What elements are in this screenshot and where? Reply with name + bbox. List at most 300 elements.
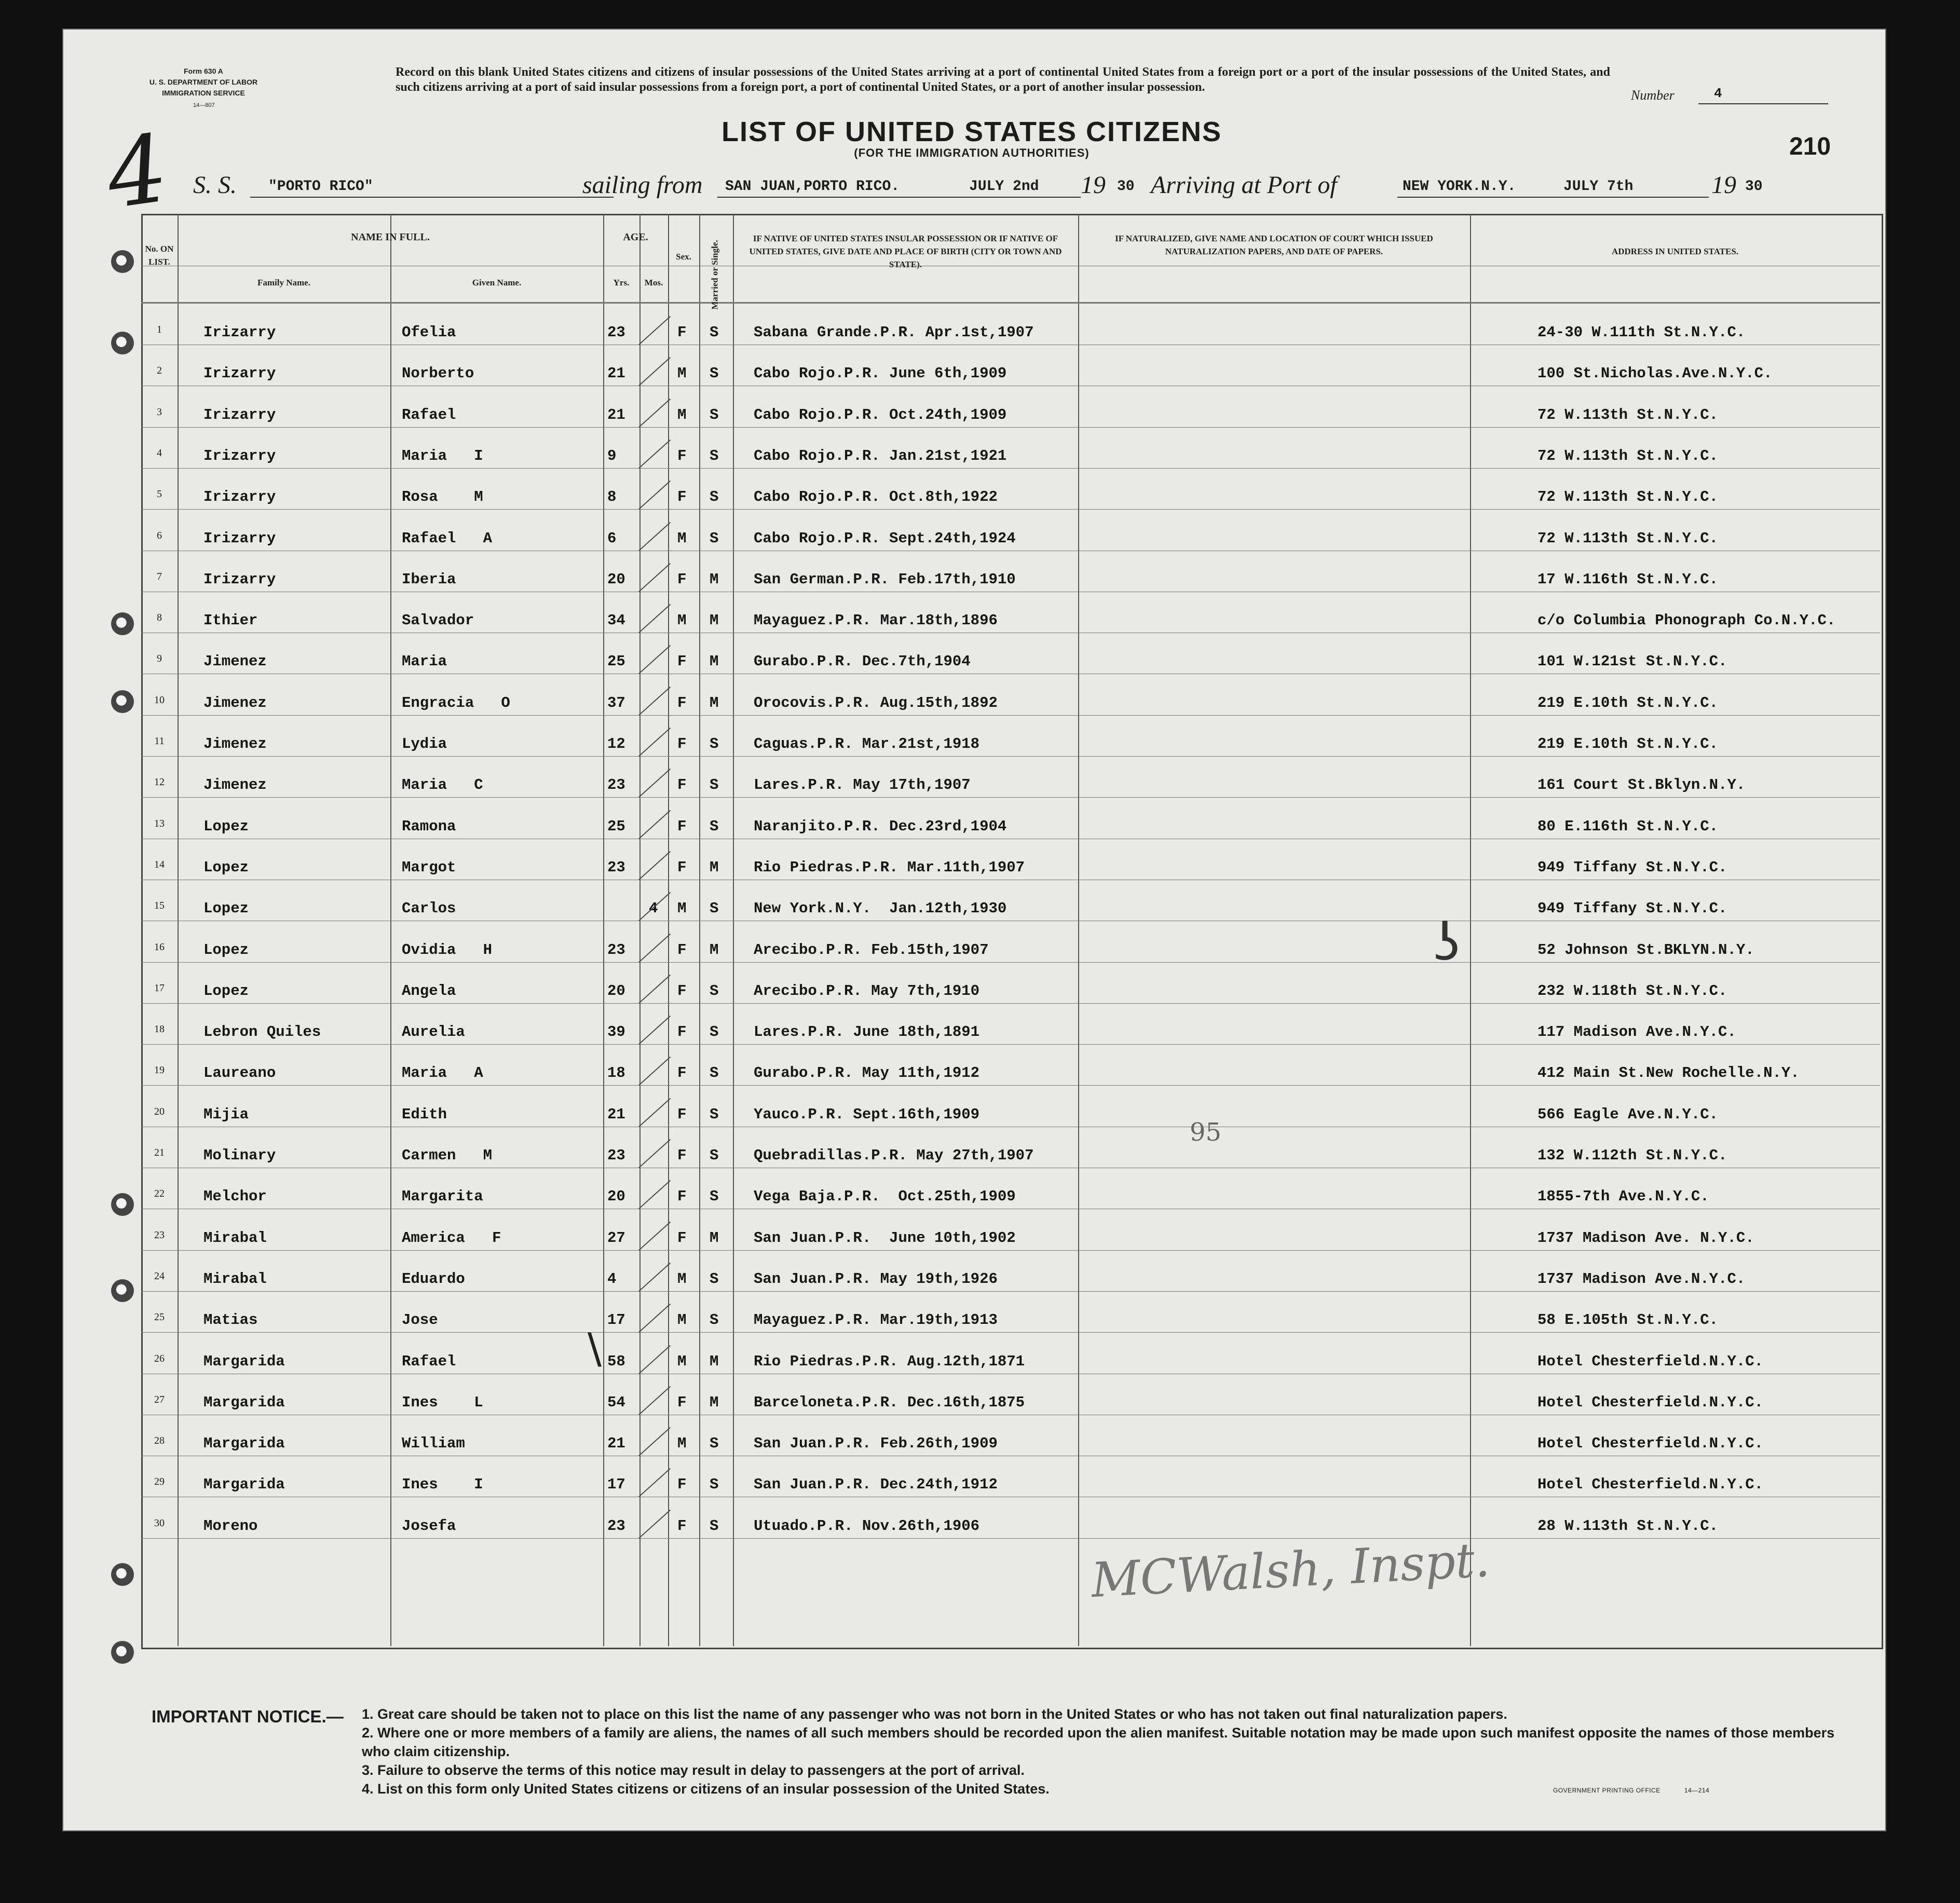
punch-hole [111,690,134,713]
column-divider [178,214,179,1646]
age-years: 37 [607,694,625,711]
us-address: 219 E.10th St.N.Y.C. [1537,694,1719,711]
form-code: 14—807 [193,102,215,108]
us-address: 132 W.112th St.N.Y.C. [1537,1147,1727,1164]
given-name: Margarita [402,1188,483,1206]
age-years: 23 [607,324,625,341]
column-divider [390,214,391,1646]
birthplace-date: Rio Piedras.P.R. Aug.12th,1871 [754,1352,1025,1370]
arriving-label: Arriving at Port of [1151,171,1337,199]
us-address: Hotel Chesterfield.N.Y.C. [1537,1352,1764,1370]
sex: F [677,1064,687,1082]
given-name: Ofelia [402,324,456,341]
age-years: 25 [607,817,625,835]
row-number: 7 [157,570,162,582]
us-address: 412 Main St.New Rochelle.N.Y. [1537,1064,1800,1082]
marital-status: M [710,941,719,959]
row-number: 11 [154,735,165,747]
birthplace-date: Lares.P.R. June 18th,1891 [754,1023,980,1041]
punch-hole [111,612,134,635]
given-name: Norberto [402,365,474,382]
marital-status: M [710,1393,719,1411]
form-number: Form 630 A [184,67,223,75]
family-name: Irizarry [203,447,276,464]
row-number: 26 [154,1352,165,1364]
sex: F [677,858,687,876]
us-address: 232 W.118th St.N.Y.C. [1537,982,1727,1000]
notice-item-4: 4. List on this form only United States citizens or citizens of an insular possession of the United States. [362,1781,1050,1797]
family-name: Jimenez [203,776,267,794]
header-years: Yrs. [613,278,630,287]
birthplace-date: San Juan.P.R. Feb.26th,1909 [754,1435,998,1453]
given-name: Maria A [402,1064,483,1082]
header-birthplace: IF NATIVE OF UNITED STATES INSULAR POSSESSION OR IF NATIVE OF UNITED STATES, GIVE DATE AND PLACE OF BIRTH (CITY OR TOWN AND STATE). [749,234,1062,269]
document-title: LIST OF UNITED STATES CITIZENS [722,116,1222,147]
family-name: Laureano [203,1064,276,1082]
birthplace-date: Sabana Grande.P.R. Apr.1st,1907 [754,324,1034,341]
birthplace-date: Cabo Rojo.P.R. Jan.21st,1921 [754,447,1007,464]
given-name: Maria C [402,776,483,794]
age-years: 39 [607,1023,625,1041]
notice-item-1: 1. Great care should be taken not to place on this list the name of any passenger who was not born in the United States or who has not taken out final naturalization papers. [362,1706,1507,1722]
notice-item-2: 2. Where one or more members of a family are aliens, the names of all such members should be recorded upon the alien manifest. Suitable notation may be made upon such manifest opposite the names of those members who claim citizenship. [362,1725,1835,1759]
row-divider [141,962,1880,963]
column-divider [668,214,669,1646]
birthplace-date: Mayaguez.P.R. Mar.19th,1913 [754,1311,998,1329]
marital-status: S [710,1517,719,1535]
sex: F [677,941,687,959]
birthplace-date: Vega Baja.P.R. Oct.25th,1909 [754,1188,1016,1206]
punch-hole [111,1641,134,1664]
sex: F [677,488,687,506]
marital-status: S [710,324,719,341]
column-divider [699,214,700,1646]
row-divider [141,1538,1880,1539]
age-years: 23 [607,1517,625,1535]
row-number: 2 [157,365,162,377]
marital-status: M [710,653,719,670]
arrival-underline [1397,197,1709,198]
page-number: 210 [1789,133,1831,160]
birthplace-date: Arecibo.P.R. May 7th,1910 [754,982,980,1000]
given-name: William [402,1435,465,1453]
given-name: Edith [402,1105,447,1123]
us-address: 100 St.Nicholas.Ave.N.Y.C. [1537,365,1773,382]
birthplace-date: Lares.P.R. May 17th,1907 [754,776,971,794]
us-address: 949 Tiffany St.N.Y.C. [1537,858,1727,876]
marital-status: M [710,570,719,588]
inspector-signature: MCWalsh, Inspt. [1090,1531,1491,1609]
given-name: Jose [402,1311,438,1329]
birthplace-date: Mayaguez.P.R. Mar.18th,1896 [754,612,998,629]
row-divider [141,427,1880,428]
given-name: Josefa [402,1517,456,1535]
given-name: Rosa M [402,488,483,506]
age-years: 8 [607,488,617,506]
header-address: ADDRESS IN UNITED STATES. [1611,247,1739,256]
row-number: 9 [157,653,162,665]
birthplace-date: Cabo Rojo.P.R. Sept.24th,1924 [754,529,1016,547]
marital-status: S [710,365,719,382]
departure-port: SAN JUAN,PORTO RICO. [725,179,900,195]
column-divider [1078,214,1079,1646]
row-number: 16 [154,941,165,953]
age-years: 20 [607,1188,625,1206]
given-name: Margot [402,858,456,876]
birthplace-date: San Juan.P.R. June 10th,1902 [754,1229,1016,1247]
us-address: 1737 Madison Ave.N.Y.C. [1537,1270,1746,1288]
us-address: 117 Madison Ave.N.Y.C. [1537,1023,1736,1041]
row-number: 17 [154,982,165,994]
age-years: 54 [607,1393,625,1411]
birthplace-date: San German.P.R. Feb.17th,1910 [754,570,1016,588]
family-name: Mijia [203,1105,249,1123]
us-address: 28 W.113th St.N.Y.C. [1537,1517,1719,1535]
age-years: 21 [607,1435,625,1453]
age-years: 17 [607,1476,625,1494]
age-years: 12 [607,735,625,752]
given-name: Salvador [402,612,474,629]
sex: F [677,1229,687,1247]
family-name: Melchor [203,1188,267,1206]
row-divider [141,1291,1880,1292]
us-address: 17 W.116th St.N.Y.C. [1537,570,1719,588]
punch-hole [111,1193,134,1216]
family-name: Irizarry [203,406,276,423]
given-name: Rafael A [402,529,493,547]
given-name: Carmen M [402,1147,493,1164]
given-name: Angela [402,982,456,1000]
us-address: 24-30 W.111th St.N.Y.C. [1537,324,1746,341]
marital-status: S [710,1147,719,1164]
family-name: Jimenez [203,694,267,711]
sex: F [677,1188,687,1206]
row-number: 10 [154,694,165,706]
birthplace-date: Utuado.P.R. Nov.26th,1906 [754,1517,980,1535]
us-address: 161 Court St.Bklyn.N.Y. [1537,776,1746,794]
row-number: 25 [154,1311,165,1323]
row-number: 29 [154,1476,165,1488]
marital-status: S [710,1476,719,1494]
row-divider [141,715,1880,716]
marital-status: S [710,1105,719,1123]
age-years: 27 [607,1229,625,1247]
birthplace-date: Cabo Rojo.P.R. Oct.24th,1909 [754,406,1007,423]
birthplace-date: Cabo Rojo.P.R. Oct.8th,1922 [754,488,998,506]
us-address: 72 W.113th St.N.Y.C. [1537,447,1719,464]
sex: M [677,900,687,918]
row-divider [141,1085,1880,1086]
record-instructions: Record on this blank United States citizens and citizens of insular possessions of the United States arriving at a port of continental United States from a foreign port or a port of the insular possessions of the United States, and such citizens arriving at a port of said insular possessions from a foreign port, a port of continental United States, or a port of another insular possession. [396,65,1610,94]
us-address: Hotel Chesterfield.N.Y.C. [1537,1393,1764,1411]
family-name: Lebron Quiles [203,1023,321,1041]
row-number: 21 [154,1147,165,1158]
family-name: Margarida [203,1352,285,1370]
marital-status: M [710,1229,719,1247]
row-divider [141,509,1880,510]
sex: F [677,982,687,1000]
row-number: 20 [154,1105,165,1117]
given-name: Iberia [402,570,456,588]
sex: F [677,1147,687,1164]
arrival-port: NEW YORK.N.Y. [1403,179,1516,195]
row-number: 28 [154,1435,165,1447]
us-address: 1855-7th Ave.N.Y.C. [1537,1188,1709,1206]
us-address: 566 Eagle Ave.N.Y.C. [1537,1105,1719,1123]
row-number: 8 [157,612,162,624]
row-number: 23 [154,1229,165,1241]
birthplace-date: Gurabo.P.R. May 11th,1912 [754,1064,980,1082]
header-months: Mos. [644,278,663,287]
year-prefix-2: 19 [1711,171,1736,199]
marital-status: S [710,735,719,752]
sex: F [677,1105,687,1123]
marital-status: S [710,776,719,794]
column-divider [733,214,734,1646]
us-address: 949 Tiffany St.N.Y.C. [1537,900,1727,918]
family-name: Irizarry [203,488,276,506]
us-address: 80 E.116th St.N.Y.C. [1537,817,1719,835]
us-address: Hotel Chesterfield.N.Y.C. [1537,1435,1764,1453]
sex: M [677,1311,687,1329]
given-name: Eduardo [402,1270,465,1288]
printer-name: GOVERNMENT PRINTING OFFICE 14—214 [1553,1787,1710,1794]
punch-hole [111,1279,134,1302]
header-family-name: Family Name. [257,278,310,287]
family-name: Jimenez [203,735,267,752]
punch-hole [111,1563,134,1586]
row-number: 14 [154,858,165,870]
age-years: 17 [607,1311,625,1329]
row-number: 24 [154,1270,165,1282]
birthplace-date: San Juan.P.R. May 19th,1926 [754,1270,998,1288]
marital-status: S [710,488,719,506]
us-address: 1737 Madison Ave. N.Y.C. [1537,1229,1754,1247]
sex: M [677,1270,687,1288]
marital-status: S [710,1023,719,1041]
sex: F [677,694,687,711]
ship-name: "PORTO RICO" [268,179,373,195]
family-name: Margarida [203,1435,285,1453]
handwritten-margin-mark: 4 [100,114,174,230]
birthplace-date: New York.N.Y. Jan.12th,1930 [754,900,1007,918]
given-name: Carlos [402,900,456,918]
sex: F [677,324,687,341]
number-label: Number [1631,88,1675,103]
form-identification [105,66,302,99]
age-years: 23 [607,776,625,794]
us-address: c/o Columbia Phonograph Co.N.Y.C. [1537,612,1836,629]
family-name: Mirabal [203,1229,267,1247]
row-number: 22 [154,1188,165,1200]
family-name: Matias [203,1311,258,1329]
column-divider [603,214,604,1646]
marital-status: S [710,817,719,835]
us-address: 58 E.105th St.N.Y.C. [1537,1311,1719,1329]
header-no: No. ON LIST. [145,244,174,267]
given-name: Ines I [402,1476,483,1494]
marital-status: S [710,1311,719,1329]
marital-status: M [710,694,719,711]
year-prefix-1: 19 [1081,171,1106,199]
ship-underline [250,197,614,198]
header-sex: Sex. [676,252,691,262]
row-number: 19 [154,1064,165,1076]
column-divider [1470,214,1471,1646]
marital-status: S [710,1064,719,1082]
age-years: 25 [607,653,625,670]
row-divider [141,1044,1880,1045]
header-given-name: Given Name. [472,278,522,287]
family-name: Lopez [203,941,249,959]
notice-heading: IMPORTANT NOTICE.— [152,1707,344,1726]
row-divider [141,1332,1880,1333]
row-number: 6 [157,529,162,541]
header-name-in-full: NAME IN FULL. [351,231,430,243]
manifest-sheet [62,29,1886,1831]
check-mark: \ [588,1324,602,1373]
age-years: 23 [607,1147,625,1164]
us-address: Hotel Chesterfield.N.Y.C. [1537,1476,1764,1494]
given-name: America F [402,1229,501,1247]
punch-hole [111,332,134,354]
given-name: Maria I [402,447,483,464]
sailing-from-label: sailing from [582,171,703,199]
number-underline [1698,103,1828,104]
sex: M [677,612,687,629]
given-name: Ramona [402,817,456,835]
arrival-date: JULY 7th [1563,179,1634,195]
row-number: 5 [157,488,162,500]
age-years: 21 [607,365,625,382]
family-name: Irizarry [203,365,276,382]
us-address: 72 W.113th St.N.Y.C. [1537,529,1719,547]
age-years: 6 [607,529,617,547]
birthplace-date: Barceloneta.P.R. Dec.16th,1875 [754,1393,1025,1411]
age-years: 9 [607,447,617,464]
given-name: Maria [402,653,447,670]
notice-item-3: 3. Failure to observe the terms of this notice may result in delay to passengers at the port of arrival. [362,1762,1025,1778]
age-years: 21 [607,406,625,423]
row-divider [141,1250,1880,1251]
family-name: Irizarry [203,324,276,341]
sex: F [677,1517,687,1535]
age-years: 18 [607,1064,625,1082]
family-name: Moreno [203,1517,258,1535]
row-number: 13 [154,817,165,829]
marital-status: S [710,529,719,547]
age-months: 4 [649,900,658,918]
us-address: 101 W.121st St.N.Y.C. [1537,653,1727,670]
row-number: 3 [157,406,162,418]
punch-hole [111,250,134,273]
header-age: AGE. [623,231,648,243]
us-address: 52 Johnson St.BKLYN.N.Y. [1537,941,1754,959]
birthplace-date: Cabo Rojo.P.R. June 6th,1909 [754,365,1007,382]
family-name: Margarida [203,1476,285,1494]
sex: F [677,1023,687,1041]
header-bottom [141,302,1880,304]
sex: F [677,570,687,588]
birthplace-date: Rio Piedras.P.R. Mar.11th,1907 [754,858,1025,876]
family-name: Lopez [203,900,249,918]
age-years: 23 [607,941,625,959]
given-name: Lydia [402,735,447,752]
family-name: Lopez [203,817,249,835]
row-number: 18 [154,1023,165,1035]
birthplace-date: Orocovis.P.R. Aug.15th,1892 [754,694,998,711]
marital-status: M [710,612,719,629]
sex: F [677,817,687,835]
header-naturalization: IF NATURALIZED, GIVE NAME AND LOCATION OF COURT WHICH ISSUED NATURALIZATION PAPERS, AND DATE OF PAPERS. [1115,234,1433,256]
header-married: Married or Single. [710,240,720,310]
arrival-year: 30 [1745,179,1763,195]
birthplace-date: Quebradillas.P.R. May 27th,1907 [754,1147,1034,1164]
birthplace-date: Caguas.P.R. Mar.21st,1918 [754,735,980,752]
sex: M [677,1435,687,1453]
sex: F [677,1476,687,1494]
marital-status: S [710,1435,719,1453]
us-address: 72 W.113th St.N.Y.C. [1537,488,1719,506]
row-number: 12 [154,776,165,788]
sex: F [677,776,687,794]
sex: M [677,1352,687,1370]
row-divider [141,468,1880,469]
family-name: Irizarry [203,529,276,547]
birthplace-date: Yauco.P.R. Sept.16th,1909 [754,1105,980,1123]
ss-label: S. S. [193,171,237,199]
marital-status: S [710,406,719,423]
age-years: 34 [607,612,625,629]
marital-status: M [710,858,719,876]
age-years: 21 [607,1105,625,1123]
family-name: Margarida [203,1393,285,1411]
department-name: U. S. DEPARTMENT OF LABOR [149,78,258,86]
row-number: 1 [157,324,162,335]
row-number: 4 [157,447,162,459]
number-value: 4 [1714,86,1722,101]
sex: F [677,735,687,752]
age-years: 58 [607,1352,625,1370]
birthplace-date: San Juan.P.R. Dec.24th,1912 [754,1476,998,1494]
family-name: Mirabal [203,1270,267,1288]
row-divider [141,797,1880,798]
service-name: IMMIGRATION SERVICE [162,89,245,97]
marital-status: S [710,982,719,1000]
sex: M [677,529,687,547]
us-address: 219 E.10th St.N.Y.C. [1537,735,1719,752]
handwritten-scribble: ʖ [1434,912,1461,973]
column-divider [639,214,641,1646]
marital-status: S [710,447,719,464]
given-name: Ines L [402,1393,483,1411]
birthplace-date: Gurabo.P.R. Dec.7th,1904 [754,653,971,670]
given-name: Aurelia [402,1023,465,1041]
family-name: Jimenez [203,653,267,670]
marital-status: M [710,1352,719,1370]
departure-date: JULY 2nd [969,179,1039,195]
family-name: Lopez [203,982,249,1000]
family-name: Molinary [203,1147,276,1164]
row-number: 30 [154,1517,165,1529]
age-years: 20 [607,570,625,588]
sex: F [677,653,687,670]
passenger-table [141,214,1883,1649]
row-number: 27 [154,1393,165,1405]
marital-status: S [710,1270,719,1288]
age-years: 4 [607,1270,617,1288]
sex: M [677,365,687,382]
